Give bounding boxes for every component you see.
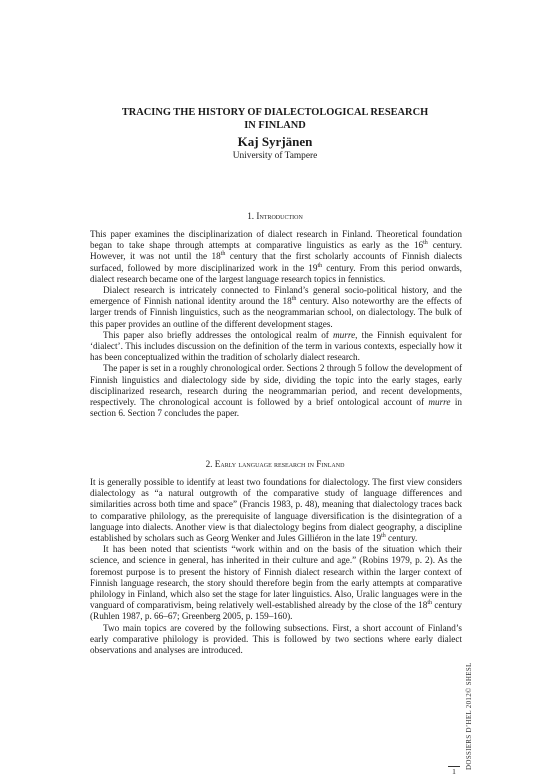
section-2-heading <box>90 459 460 470</box>
paragraph: This paper also briefly addresses the ontological realm of murre, the Finnish equivalent for ‘dialect’. This includes discussion on the definition of the term in various contexts, especially how it has been conceptualized within the tradition of scholarly dialect research. <box>90 329 462 363</box>
paragraph: It has been noted that scientists “work within and on the basis of the situation which their science, and science in general, has inherited in their culture and age.” (Robins 1979, p. 2). As the foremost purpose is to present the history of Finnish dialect research within the larger context of Finnish language research, the story should therefore begin from the early attempts at comparative philology in Finland, which also set the stage for later linguistics. Also, Uralic languages were in the vanguard of comparativism, being relatively well-established already by the close of the 18th century (Ruhlen 1987, p. 66–67; Greenberg 2005, p. 159–160). <box>90 544 462 622</box>
paper-title-line-2: IN FINLAND <box>244 119 306 131</box>
paper-title <box>90 107 460 132</box>
paragraph: It is generally possible to identify at least two foundations for dialectology. The first view considers dialectology as “a natural outgrowth of the comparative study of language differences and similarities across both time and space” (Francis 1983, p. 48), meaning that dialectology traces back to comparative philology, as the prerequisite of language diversification is the disintegration of a language into dialects. Another view is that dialectology begins from dialect geography, a discipline established by scholars such as Georg Wenker and Jules Gilliéron in the late 19th century. <box>90 477 462 544</box>
paper-title-line-1: TRACING THE HISTORY OF DIALECTOLOGICAL RESEARCH <box>121 107 429 118</box>
section-1-title: Introduction <box>256 211 303 221</box>
author-name: Kaj Syrjänen <box>237 134 313 149</box>
section-2-body <box>90 477 462 656</box>
paragraph: Two main topics are covered by the following subsections. First, a short account of Finland’s early comparative philology is provided. This is followed by two sections where early dialect observations and analyses are introduced. <box>90 622 462 656</box>
page-number: 1 <box>452 767 456 776</box>
section-1-body <box>90 229 462 419</box>
paragraph: This paper examines the disciplinarization of dialect research in Finland. Theoretical foundation began to take shape through attempts at comparative linguistics as early as the 16th century. However, it was not until the 18th century that the first scholarly accounts of Finnish dialects surfaced, followed by more disciplinarized work in the 19th century. From this period onwards, dialect research became one of the largest language research topics in fennistics. <box>90 229 463 284</box>
paragraph: Dialect research is intricately connected to Finland’s general socio-political history, and the emergence of Finnish national identity around the 18th century. Also noteworthy are the effects of larger trends of Finnish linguistics, such as the neogrammarian school, on dialectology. The bulk of this paper provides an outline of the different development stages. <box>90 285 462 329</box>
journal-sidebar <box>465 630 477 770</box>
paragraph: The paper is set in a roughly chronological order. Sections 2 through 5 follow the development of Finnish linguistics and dialectology side by side, dividing the topic into the early stages, early disciplinarized research, research during the neogrammarian period, and recent developments, respectively. The chronological account is followed by a brief ontological account of murre in section 6. Section 7 concludes the paper. <box>90 363 462 419</box>
journal-sidebar-text: DOSSIERS D’HEL 2012© SHESL <box>465 662 473 770</box>
author-affiliation: University of Tampere <box>232 151 318 161</box>
section-1-heading <box>90 211 460 222</box>
section-1-number: 1. <box>247 211 257 221</box>
section-2-title: Early language research in Finland <box>214 459 345 469</box>
section-2-number: 2. <box>205 459 215 469</box>
